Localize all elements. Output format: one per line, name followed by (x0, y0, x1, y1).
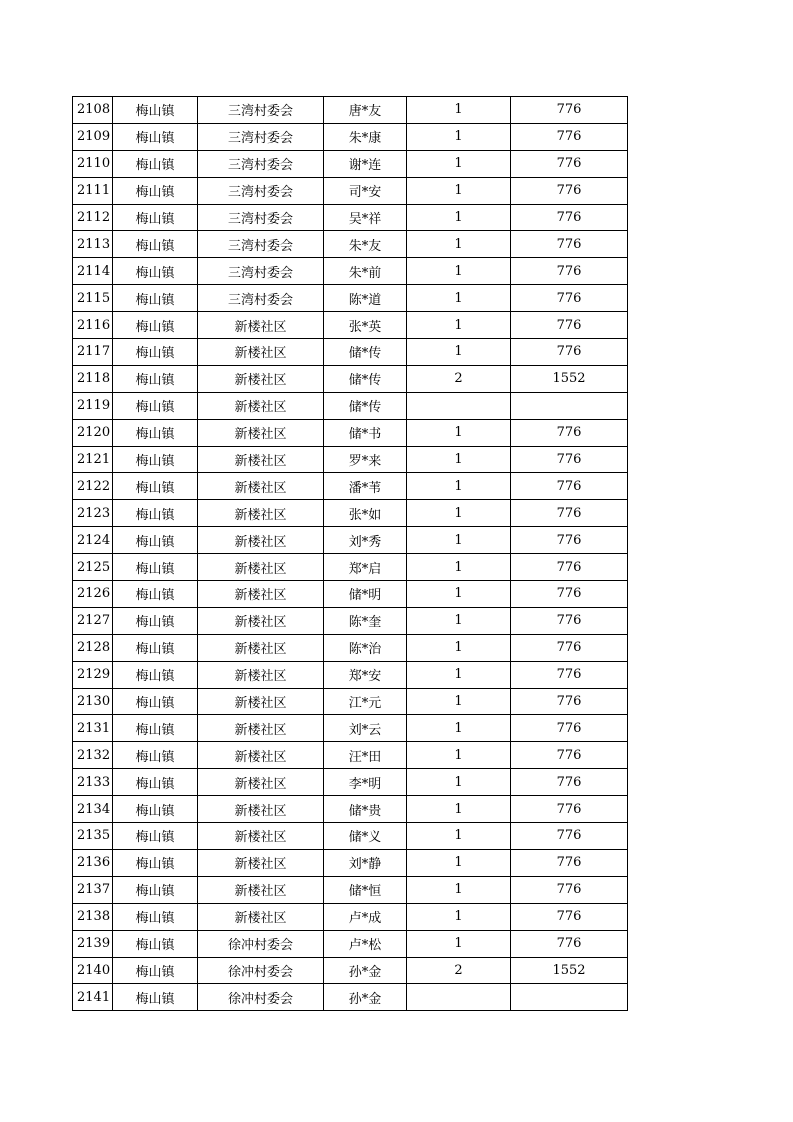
name-cell: 刘*秀 (324, 527, 407, 554)
village-committee-cell: 新楼社区 (198, 742, 324, 769)
amount-cell: 776 (511, 661, 628, 688)
amount-cell: 776 (511, 554, 628, 581)
town-cell: 梅山镇 (113, 258, 198, 285)
town-cell: 梅山镇 (113, 365, 198, 392)
row-number-cell: 2138 (73, 903, 113, 930)
table-row (73, 419, 628, 446)
table-row (73, 742, 628, 769)
row-number-cell: 2110 (73, 150, 113, 177)
village-committee-cell: 新楼社区 (198, 876, 324, 903)
name-cell: 唐*友 (324, 97, 407, 124)
count-cell: 1 (407, 204, 511, 231)
row-number-cell: 2122 (73, 473, 113, 500)
table-body (73, 97, 628, 1011)
name-cell: 朱*前 (324, 258, 407, 285)
name-cell: 陈*治 (324, 634, 407, 661)
amount-cell: 776 (511, 581, 628, 608)
name-cell: 储*传 (324, 392, 407, 419)
row-number-cell: 2141 (73, 984, 113, 1011)
table-row (73, 500, 628, 527)
row-number-cell: 2129 (73, 661, 113, 688)
town-cell: 梅山镇 (113, 392, 198, 419)
amount-cell: 776 (511, 849, 628, 876)
amount-cell: 776 (511, 607, 628, 634)
count-cell: 1 (407, 849, 511, 876)
table-row (73, 123, 628, 150)
table-row (73, 258, 628, 285)
amount-cell: 776 (511, 796, 628, 823)
town-cell: 梅山镇 (113, 554, 198, 581)
table-row (73, 204, 628, 231)
table-row (73, 957, 628, 984)
village-committee-cell: 三湾村委会 (198, 204, 324, 231)
count-cell: 2 (407, 957, 511, 984)
village-committee-cell: 新楼社区 (198, 527, 324, 554)
amount-cell: 776 (511, 97, 628, 124)
town-cell: 梅山镇 (113, 527, 198, 554)
table-row (73, 97, 628, 124)
village-committee-cell: 新楼社区 (198, 365, 324, 392)
town-cell: 梅山镇 (113, 634, 198, 661)
name-cell: 卢*成 (324, 903, 407, 930)
table-row (73, 554, 628, 581)
town-cell: 梅山镇 (113, 823, 198, 850)
table-row (73, 365, 628, 392)
name-cell: 储*传 (324, 339, 407, 366)
town-cell: 梅山镇 (113, 581, 198, 608)
table-row (73, 876, 628, 903)
village-committee-cell: 新楼社区 (198, 419, 324, 446)
row-number-cell: 2111 (73, 177, 113, 204)
table-row (73, 527, 628, 554)
town-cell: 梅山镇 (113, 715, 198, 742)
town-cell: 梅山镇 (113, 742, 198, 769)
name-cell: 储*恒 (324, 876, 407, 903)
count-cell: 1 (407, 930, 511, 957)
town-cell: 梅山镇 (113, 123, 198, 150)
village-committee-cell: 徐冲村委会 (198, 957, 324, 984)
amount-cell: 776 (511, 473, 628, 500)
table-row (73, 339, 628, 366)
village-committee-cell: 新楼社区 (198, 769, 324, 796)
table-row (73, 446, 628, 473)
row-number-cell: 2126 (73, 581, 113, 608)
table-row (73, 688, 628, 715)
name-cell: 储*传 (324, 365, 407, 392)
town-cell: 梅山镇 (113, 419, 198, 446)
village-committee-cell: 新楼社区 (198, 339, 324, 366)
count-cell: 1 (407, 796, 511, 823)
amount-cell: 776 (511, 634, 628, 661)
count-cell: 1 (407, 446, 511, 473)
name-cell: 谢*连 (324, 150, 407, 177)
table-row (73, 285, 628, 312)
village-committee-cell: 徐冲村委会 (198, 984, 324, 1011)
amount-cell: 776 (511, 930, 628, 957)
amount-cell (511, 984, 628, 1011)
count-cell: 1 (407, 903, 511, 930)
row-number-cell: 2120 (73, 419, 113, 446)
count-cell: 1 (407, 661, 511, 688)
name-cell: 江*元 (324, 688, 407, 715)
town-cell: 梅山镇 (113, 876, 198, 903)
table-row (73, 150, 628, 177)
village-committee-cell: 新楼社区 (198, 446, 324, 473)
village-committee-cell: 三湾村委会 (198, 285, 324, 312)
town-cell: 梅山镇 (113, 769, 198, 796)
amount-cell: 776 (511, 204, 628, 231)
name-cell: 司*安 (324, 177, 407, 204)
name-cell: 郑*启 (324, 554, 407, 581)
row-number-cell: 2109 (73, 123, 113, 150)
count-cell: 1 (407, 742, 511, 769)
count-cell (407, 392, 511, 419)
name-cell: 潘*苇 (324, 473, 407, 500)
count-cell: 1 (407, 688, 511, 715)
town-cell: 梅山镇 (113, 339, 198, 366)
amount-cell: 776 (511, 312, 628, 339)
row-number-cell: 2131 (73, 715, 113, 742)
row-number-cell: 2124 (73, 527, 113, 554)
row-number-cell: 2125 (73, 554, 113, 581)
row-number-cell: 2108 (73, 97, 113, 124)
town-cell: 梅山镇 (113, 312, 198, 339)
name-cell: 储*贵 (324, 796, 407, 823)
amount-cell: 776 (511, 500, 628, 527)
village-committee-cell: 新楼社区 (198, 581, 324, 608)
amount-cell: 776 (511, 285, 628, 312)
amount-cell: 776 (511, 688, 628, 715)
amount-cell: 1552 (511, 365, 628, 392)
name-cell: 罗*来 (324, 446, 407, 473)
town-cell: 梅山镇 (113, 930, 198, 957)
count-cell: 1 (407, 473, 511, 500)
village-committee-cell: 新楼社区 (198, 607, 324, 634)
name-cell: 吴*祥 (324, 204, 407, 231)
count-cell: 1 (407, 527, 511, 554)
town-cell: 梅山镇 (113, 285, 198, 312)
town-cell: 梅山镇 (113, 984, 198, 1011)
village-committee-cell: 新楼社区 (198, 715, 324, 742)
count-cell: 1 (407, 312, 511, 339)
table-row (73, 823, 628, 850)
row-number-cell: 2140 (73, 957, 113, 984)
name-cell: 孙*金 (324, 984, 407, 1011)
village-committee-cell: 三湾村委会 (198, 177, 324, 204)
count-cell (407, 984, 511, 1011)
amount-cell: 776 (511, 177, 628, 204)
table-row (73, 392, 628, 419)
count-cell: 1 (407, 769, 511, 796)
table-row (73, 607, 628, 634)
name-cell: 孙*金 (324, 957, 407, 984)
row-number-cell: 2130 (73, 688, 113, 715)
row-number-cell: 2133 (73, 769, 113, 796)
town-cell: 梅山镇 (113, 231, 198, 258)
village-committee-cell: 新楼社区 (198, 661, 324, 688)
amount-cell: 776 (511, 150, 628, 177)
count-cell: 1 (407, 419, 511, 446)
count-cell: 1 (407, 285, 511, 312)
count-cell: 1 (407, 607, 511, 634)
town-cell: 梅山镇 (113, 607, 198, 634)
count-cell: 1 (407, 634, 511, 661)
row-number-cell: 2134 (73, 796, 113, 823)
amount-cell: 776 (511, 876, 628, 903)
name-cell: 卢*松 (324, 930, 407, 957)
table-row (73, 984, 628, 1011)
name-cell: 朱*康 (324, 123, 407, 150)
name-cell: 陈*道 (324, 285, 407, 312)
amount-cell: 776 (511, 903, 628, 930)
amount-cell: 776 (511, 527, 628, 554)
village-committee-cell: 新楼社区 (198, 554, 324, 581)
village-committee-cell: 三湾村委会 (198, 150, 324, 177)
table-row (73, 473, 628, 500)
town-cell: 梅山镇 (113, 150, 198, 177)
amount-cell: 776 (511, 339, 628, 366)
count-cell: 1 (407, 339, 511, 366)
row-number-cell: 2137 (73, 876, 113, 903)
row-number-cell: 2135 (73, 823, 113, 850)
row-number-cell: 2117 (73, 339, 113, 366)
town-cell: 梅山镇 (113, 903, 198, 930)
table-row (73, 715, 628, 742)
amount-cell (511, 392, 628, 419)
name-cell: 刘*静 (324, 849, 407, 876)
row-number-cell: 2139 (73, 930, 113, 957)
amount-cell: 1552 (511, 957, 628, 984)
row-number-cell: 2128 (73, 634, 113, 661)
amount-cell: 776 (511, 419, 628, 446)
village-committee-cell: 新楼社区 (198, 634, 324, 661)
table-row (73, 769, 628, 796)
count-cell: 1 (407, 177, 511, 204)
table-row (73, 661, 628, 688)
count-cell: 1 (407, 823, 511, 850)
row-number-cell: 2132 (73, 742, 113, 769)
row-number-cell: 2118 (73, 365, 113, 392)
village-committee-cell: 新楼社区 (198, 688, 324, 715)
row-number-cell: 2116 (73, 312, 113, 339)
village-committee-cell: 新楼社区 (198, 796, 324, 823)
row-number-cell: 2123 (73, 500, 113, 527)
table-row (73, 231, 628, 258)
village-committee-cell: 新楼社区 (198, 903, 324, 930)
amount-cell: 776 (511, 742, 628, 769)
count-cell: 1 (407, 150, 511, 177)
row-number-cell: 2113 (73, 231, 113, 258)
amount-cell: 776 (511, 231, 628, 258)
village-committee-cell: 徐冲村委会 (198, 930, 324, 957)
name-cell: 陈*奎 (324, 607, 407, 634)
amount-cell: 776 (511, 123, 628, 150)
name-cell: 储*书 (324, 419, 407, 446)
town-cell: 梅山镇 (113, 473, 198, 500)
table-row (73, 930, 628, 957)
name-cell: 李*明 (324, 769, 407, 796)
count-cell: 1 (407, 97, 511, 124)
village-committee-cell: 新楼社区 (198, 473, 324, 500)
town-cell: 梅山镇 (113, 688, 198, 715)
town-cell: 梅山镇 (113, 500, 198, 527)
table-row (73, 634, 628, 661)
name-cell: 汪*田 (324, 742, 407, 769)
town-cell: 梅山镇 (113, 446, 198, 473)
table-row (73, 312, 628, 339)
name-cell: 张*如 (324, 500, 407, 527)
village-committee-cell: 新楼社区 (198, 312, 324, 339)
table-row (73, 177, 628, 204)
row-number-cell: 2121 (73, 446, 113, 473)
village-committee-cell: 三湾村委会 (198, 258, 324, 285)
town-cell: 梅山镇 (113, 97, 198, 124)
count-cell: 1 (407, 500, 511, 527)
row-number-cell: 2112 (73, 204, 113, 231)
name-cell: 郑*安 (324, 661, 407, 688)
table-row (73, 581, 628, 608)
row-number-cell: 2127 (73, 607, 113, 634)
village-committee-cell: 三湾村委会 (198, 123, 324, 150)
count-cell: 1 (407, 258, 511, 285)
row-number-cell: 2119 (73, 392, 113, 419)
name-cell: 储*明 (324, 581, 407, 608)
count-cell: 1 (407, 715, 511, 742)
village-committee-cell: 新楼社区 (198, 849, 324, 876)
table-row (73, 796, 628, 823)
name-cell: 储*义 (324, 823, 407, 850)
row-number-cell: 2114 (73, 258, 113, 285)
row-number-cell: 2115 (73, 285, 113, 312)
amount-cell: 776 (511, 823, 628, 850)
town-cell: 梅山镇 (113, 796, 198, 823)
village-committee-cell: 新楼社区 (198, 392, 324, 419)
name-cell: 刘*云 (324, 715, 407, 742)
data-table (72, 96, 628, 1011)
count-cell: 1 (407, 231, 511, 258)
name-cell: 张*英 (324, 312, 407, 339)
count-cell: 1 (407, 876, 511, 903)
town-cell: 梅山镇 (113, 957, 198, 984)
village-committee-cell: 三湾村委会 (198, 97, 324, 124)
amount-cell: 776 (511, 715, 628, 742)
village-committee-cell: 新楼社区 (198, 500, 324, 527)
count-cell: 1 (407, 581, 511, 608)
village-committee-cell: 三湾村委会 (198, 231, 324, 258)
town-cell: 梅山镇 (113, 849, 198, 876)
table-row (73, 903, 628, 930)
table-row (73, 849, 628, 876)
amount-cell: 776 (511, 769, 628, 796)
village-committee-cell: 新楼社区 (198, 823, 324, 850)
town-cell: 梅山镇 (113, 661, 198, 688)
count-cell: 1 (407, 554, 511, 581)
amount-cell: 776 (511, 446, 628, 473)
town-cell: 梅山镇 (113, 177, 198, 204)
town-cell: 梅山镇 (113, 204, 198, 231)
amount-cell: 776 (511, 258, 628, 285)
count-cell: 1 (407, 123, 511, 150)
count-cell: 2 (407, 365, 511, 392)
name-cell: 朱*友 (324, 231, 407, 258)
row-number-cell: 2136 (73, 849, 113, 876)
